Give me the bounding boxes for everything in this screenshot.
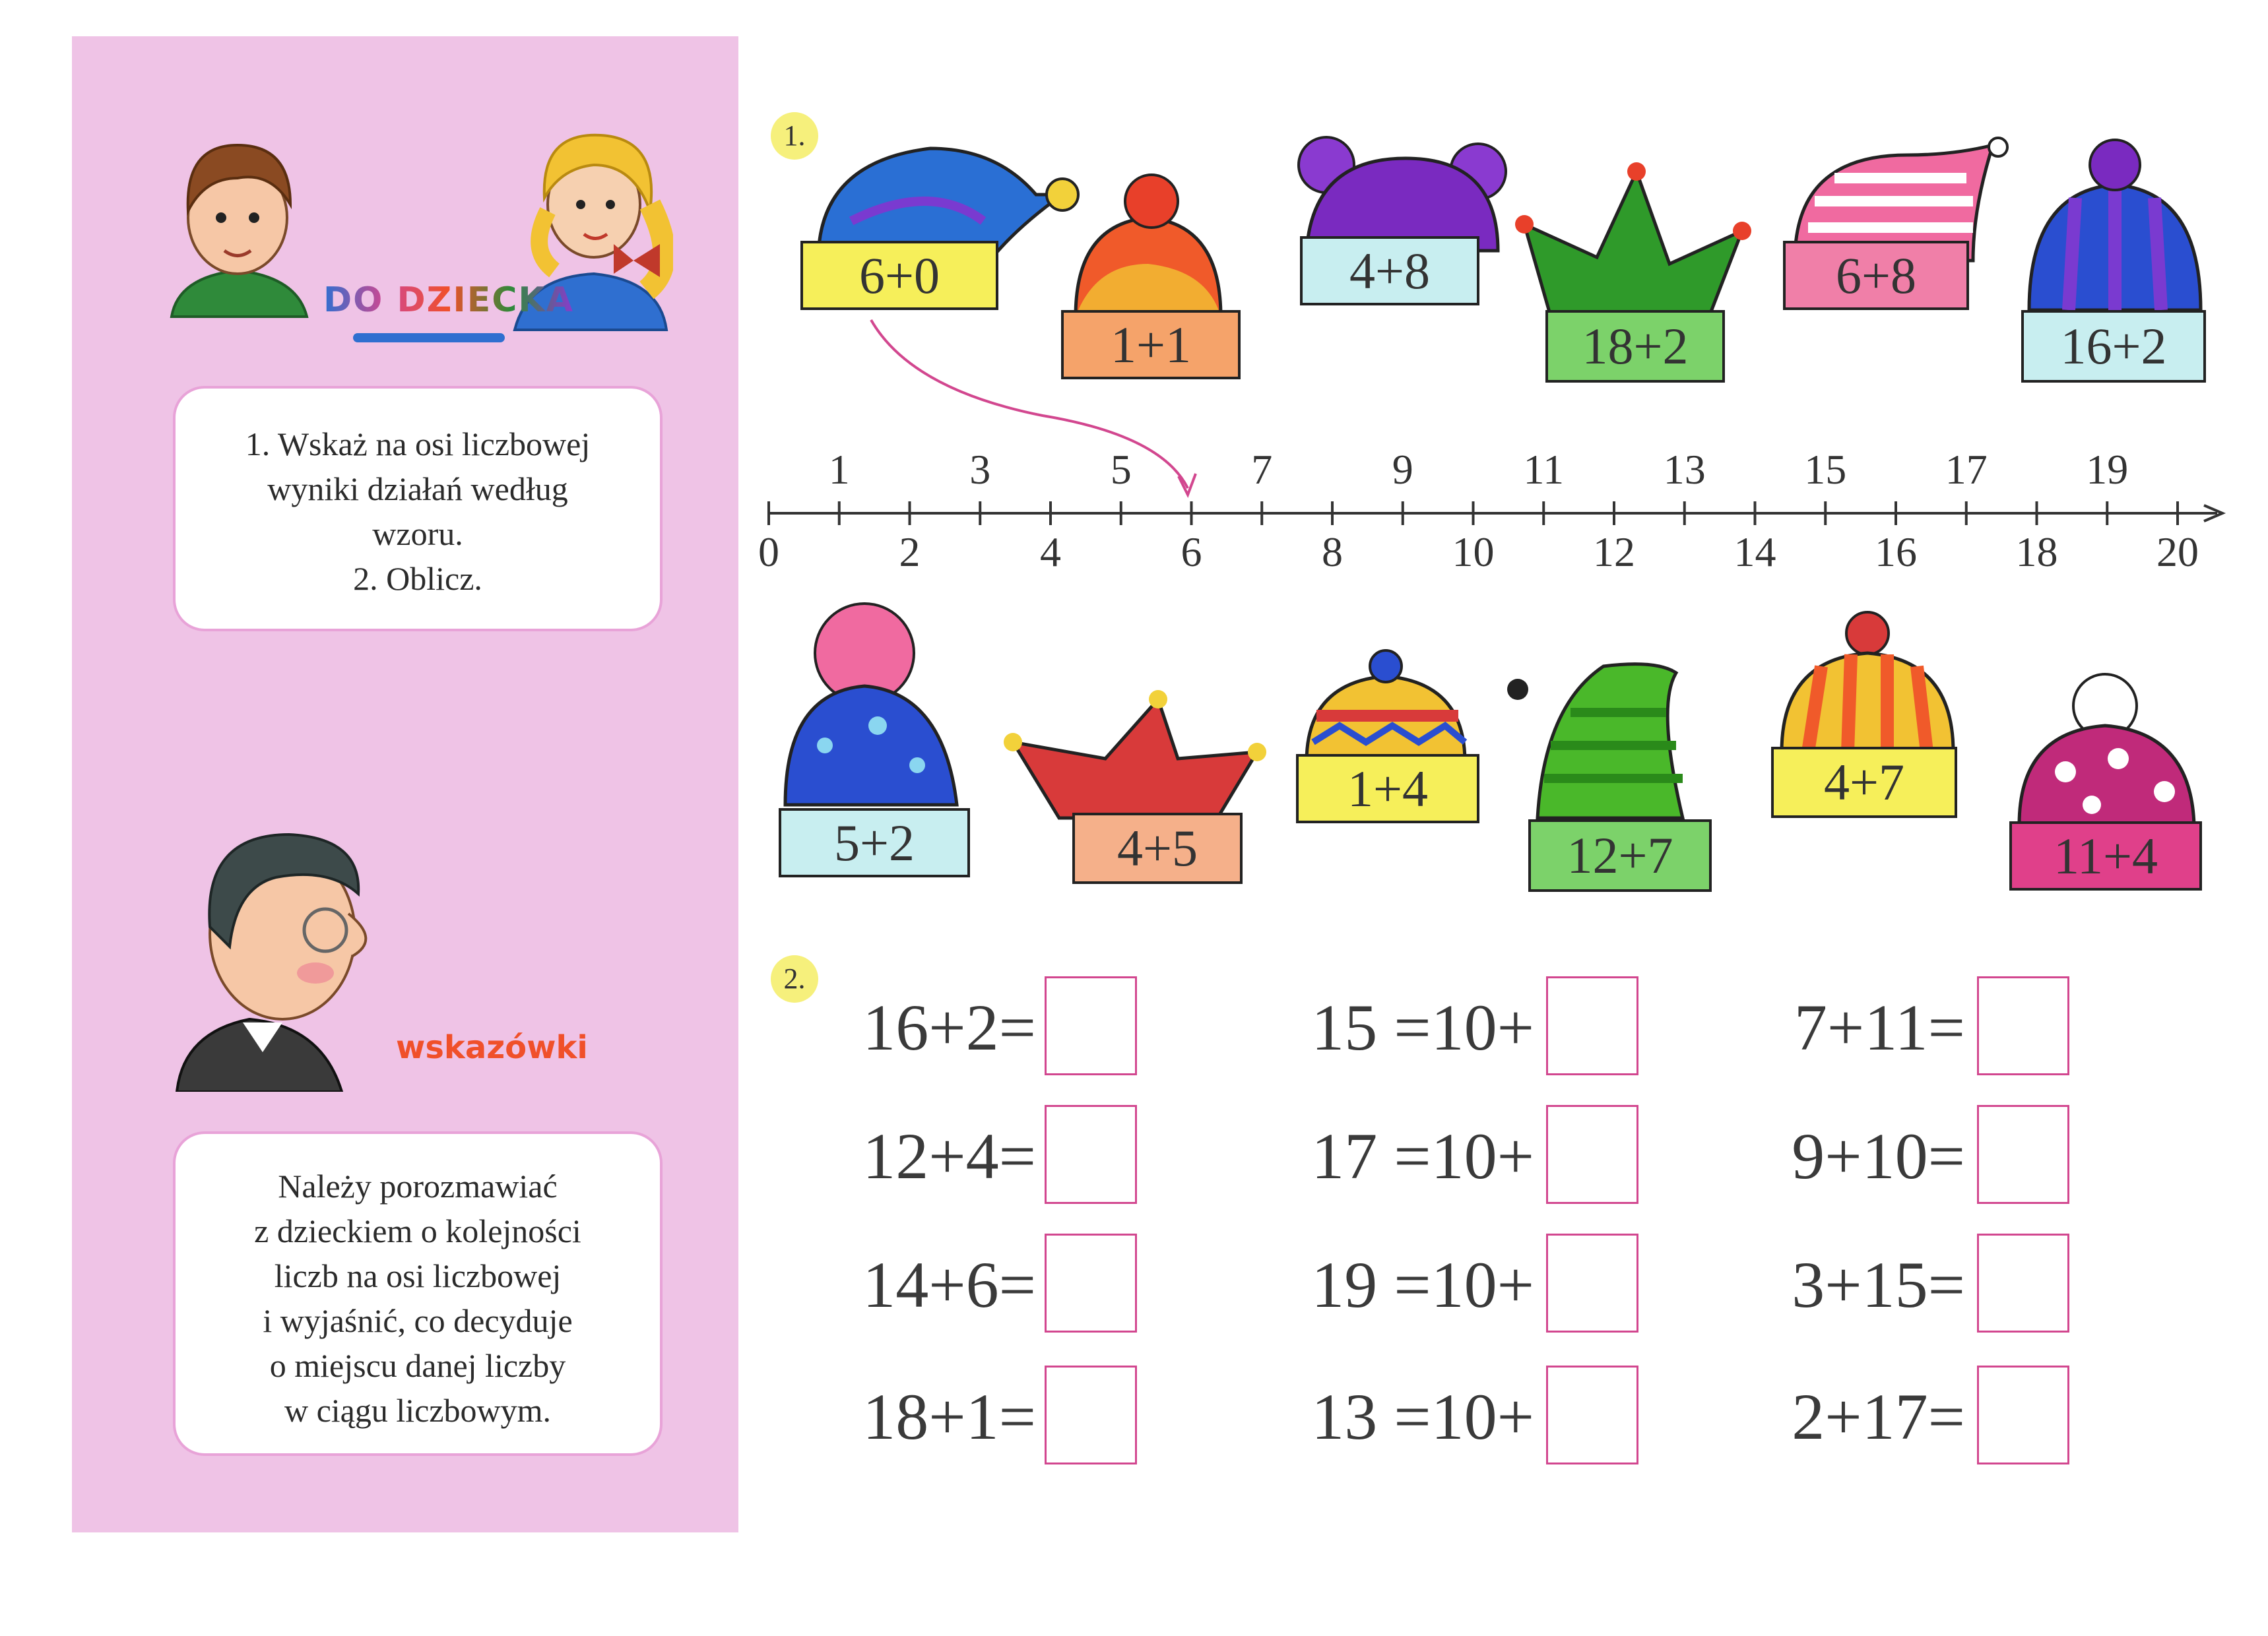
hat-bottom-3 (1293, 643, 1485, 828)
hint-line: w ciągu liczbowym. (284, 1392, 552, 1429)
equation-text: 17 =10+ (1311, 1119, 1534, 1193)
hat-top-2 (1056, 165, 1247, 389)
hat-top-4 (1511, 158, 1762, 386)
hat-top-5 (1775, 129, 2019, 327)
task-2-marker: 2. (771, 955, 818, 1003)
number-line-label: 12 (1593, 528, 1635, 575)
equation-text: 18+1= (862, 1380, 1036, 1453)
answer-box[interactable] (1045, 1366, 1137, 1464)
answer-box[interactable] (1546, 1234, 1638, 1333)
equation-text: 13 =10+ (1311, 1380, 1534, 1453)
hat-label: 12+7 (1528, 819, 1712, 892)
answer-box[interactable] (1546, 1105, 1638, 1204)
answer-box[interactable] (1045, 976, 1137, 1075)
instruction-line: wzoru. (372, 515, 463, 552)
number-line-label: 0 (758, 528, 779, 575)
hat-label: 6+0 (800, 241, 998, 310)
number-line-label: 18 (2015, 528, 2058, 575)
number-line-label: 1 (828, 446, 850, 493)
answer-box[interactable] (1546, 976, 1638, 1075)
hint-line: liczb na osi liczbowej (274, 1257, 562, 1294)
equation-text: 2+17= (1792, 1380, 1965, 1453)
hat-label: 5+2 (779, 808, 970, 877)
hat-label: 1+1 (1061, 310, 1241, 379)
answer-box[interactable] (1977, 976, 2069, 1075)
equation-text: 9+10= (1792, 1119, 1965, 1193)
answer-box[interactable] (1977, 1234, 2069, 1333)
hat-bottom-1 (765, 581, 977, 884)
equation-text: 19 =10+ (1311, 1248, 1534, 1321)
task-1-marker: 1. (771, 112, 818, 160)
number-line-label: 15 (1804, 446, 1847, 493)
number-line-arrowhead (2204, 505, 2222, 521)
instruction-line: wyniki działań według (267, 470, 568, 507)
number-line-label: 5 (1110, 446, 1132, 493)
hat-bottom-5 (1768, 607, 1960, 825)
number-line-label: 7 (1251, 446, 1273, 493)
number-line-label: 3 (969, 446, 991, 493)
hat-label: 6+8 (1783, 241, 1969, 310)
boy-illustration (172, 145, 307, 317)
number-line-label: 2 (899, 528, 921, 575)
instruction-line: 1. Wskaż na osi liczbowej (245, 425, 591, 462)
do-dziecka-title (323, 280, 574, 320)
hat-bottom-4 (1505, 646, 1716, 897)
hat-label: 4+5 (1072, 813, 1243, 884)
do-dziecka-letters: DO DZIECKA (323, 280, 574, 320)
teacher-illustration (170, 815, 388, 1092)
hint-title: wskazówki (396, 1029, 588, 1066)
hat-label: 18+2 (1545, 310, 1725, 383)
hint-card (173, 1131, 663, 1456)
hat-label: 4+8 (1300, 236, 1479, 305)
number-line-label: 11 (1523, 446, 1565, 493)
number-line-label: 13 (1663, 446, 1706, 493)
number-line-label: 4 (1040, 528, 1061, 575)
number-line-label: 9 (1392, 446, 1413, 493)
number-line-label: 19 (2086, 446, 2129, 493)
instruction-line: 2. Oblicz. (353, 560, 482, 597)
hat-label: 11+4 (2009, 821, 2202, 891)
equation-text: 14+6= (862, 1248, 1036, 1321)
number-line-label: 16 (1875, 528, 1917, 575)
number-line-label: 8 (1322, 528, 1343, 575)
answer-box[interactable] (1045, 1234, 1137, 1333)
hat-label: 1+4 (1296, 754, 1479, 823)
number-line-label: 6 (1181, 528, 1202, 575)
answer-box[interactable] (1977, 1366, 2069, 1464)
hat-label: 4+7 (1771, 747, 1957, 818)
number-line-label: 14 (1733, 528, 1776, 575)
hat-top-6 (2016, 132, 2220, 386)
instructions-card (173, 386, 663, 631)
title-underline (353, 333, 505, 342)
hint-line: Należy porozmawiać (278, 1168, 558, 1205)
hint-line: o miejscu danej liczby (269, 1347, 566, 1384)
equation-text: 3+15= (1792, 1248, 1965, 1321)
hat-top-1 (798, 122, 1082, 313)
hint-line: i wyjaśnić, co decyduje (263, 1302, 573, 1339)
answer-box[interactable] (1045, 1105, 1137, 1204)
equation-text: 12+4= (862, 1119, 1036, 1193)
hat-bottom-6 (2006, 660, 2207, 897)
number-line-label: 10 (1452, 528, 1495, 575)
hat-label: 16+2 (2021, 310, 2206, 383)
number-line-label: 17 (1945, 446, 1988, 493)
hat-top-3 (1287, 132, 1524, 323)
equation-text: 7+11= (1794, 991, 1965, 1064)
hint-line: z dzieckiem o kolejności (254, 1212, 581, 1249)
answer-box[interactable] (1546, 1366, 1638, 1464)
number-line-label: 20 (2156, 528, 2199, 575)
equation-text: 16+2= (862, 991, 1036, 1064)
equation-text: 15 =10+ (1311, 991, 1534, 1064)
hat-bottom-2 (1000, 686, 1270, 891)
answer-box[interactable] (1977, 1105, 2069, 1204)
